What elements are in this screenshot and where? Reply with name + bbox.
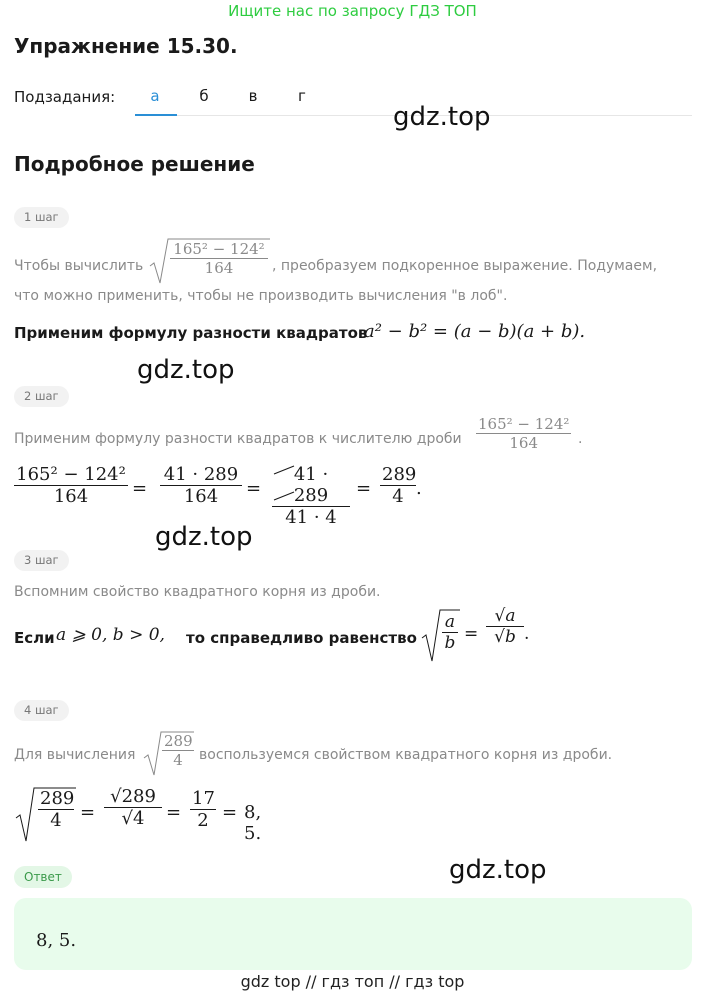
answer-badge: Ответ — [14, 866, 72, 888]
step-3-then: то справедливо равенство — [186, 629, 417, 647]
tab-a[interactable]: а — [150, 87, 160, 105]
cancel-strike-icon — [272, 464, 352, 514]
step-1-num: 165² − 124² — [173, 240, 265, 258]
step-4-inline-den: 4 — [162, 750, 194, 769]
step-4-root-den: 4 — [133, 808, 145, 829]
step-4-inline-num: 289 — [164, 732, 193, 750]
equals-sign: = — [132, 478, 148, 499]
step-4-text-after: воспользуемся свойством квадратного корня из дроби. — [199, 747, 613, 763]
answer-value: 8, 5. — [36, 930, 77, 951]
period: . — [416, 478, 422, 499]
step-2-lhs-num: 165² − 124² — [16, 464, 126, 485]
step-3-condition: a ⩾ 0, b > 0, — [56, 625, 165, 645]
step-3-text: Вспомним свойство квадратного корня из дроби. — [14, 584, 381, 600]
step-4-root-num: 289 — [121, 786, 156, 807]
step-2-inline-fraction — [476, 415, 571, 452]
exercise-title: Упражнение 15.30. — [14, 34, 238, 58]
step-1-bold-text: Применим формулу разности квадратов — [14, 324, 368, 342]
tab-v[interactable]: в — [248, 87, 258, 105]
step-4-lhs-num: 289 — [40, 788, 75, 809]
step-2-cancel-num: 41 · 289 — [293, 464, 329, 506]
watermark: gdz.top — [137, 355, 235, 385]
footer: gdz top // гдз топ // гдз top — [240, 972, 465, 991]
step-4-final: 8, 5. — [244, 802, 262, 844]
step-2-inline-den: 164 — [476, 433, 571, 452]
step-2-period: . — [578, 431, 583, 447]
step-3-badge: 3 шаг — [14, 550, 69, 571]
step-2-cancel-den: 41 · 4 — [272, 506, 350, 528]
watermark: gdz.top — [449, 855, 547, 885]
step-1-text-before: Чтобы вычислить — [14, 258, 144, 274]
step-1-text-line2: что можно применить, чтобы не производить вычисления "в лоб". — [14, 288, 508, 304]
answer-box — [14, 898, 692, 970]
step-4-lhs-den: 4 — [38, 809, 74, 831]
step-2-inline-num: 165² − 124² — [478, 415, 570, 433]
step-1-formula: a² − b² = (a − b)(a + b). — [364, 321, 586, 342]
step-2-text: Применим формулу разности квадратов к числителю дроби — [14, 431, 462, 447]
step-2-mid-den: 164 — [160, 485, 242, 507]
solution-title: Подробное решение — [14, 152, 255, 176]
active-tab-indicator — [135, 114, 177, 116]
step-4-badge: 4 шаг — [14, 700, 69, 721]
tab-b[interactable]: б — [199, 87, 209, 105]
watermark: gdz.top — [393, 102, 491, 132]
step-1-den: 164 — [170, 258, 268, 277]
step-3-if: Если — [14, 629, 55, 647]
step-1-text-after: , преобразуем подкоренное выражение. Подумаем, — [272, 258, 658, 274]
step-2-result-num: 289 — [382, 464, 417, 485]
top-banner: Ищите нас по запросу ГДЗ ТОП — [228, 2, 477, 20]
watermark: gdz.top — [155, 522, 253, 552]
subtasks-label: Подзадания: — [14, 88, 116, 106]
equals-sign: = — [246, 478, 262, 499]
step-1-badge: 1 шаг — [14, 207, 69, 228]
step-2-lhs-den: 164 — [14, 485, 128, 507]
step-2-mid-num: 41 · 289 — [163, 464, 239, 485]
step-4-text-before: Для вычисления — [14, 747, 136, 763]
step-2-badge: 2 шаг — [14, 386, 69, 407]
equals-sign: = — [356, 478, 372, 499]
step-4-half-den: 2 — [190, 809, 216, 831]
tab-g[interactable]: г — [298, 87, 306, 105]
step-2-result-den: 4 — [380, 485, 416, 507]
step-4-half-num: 17 — [192, 788, 215, 809]
